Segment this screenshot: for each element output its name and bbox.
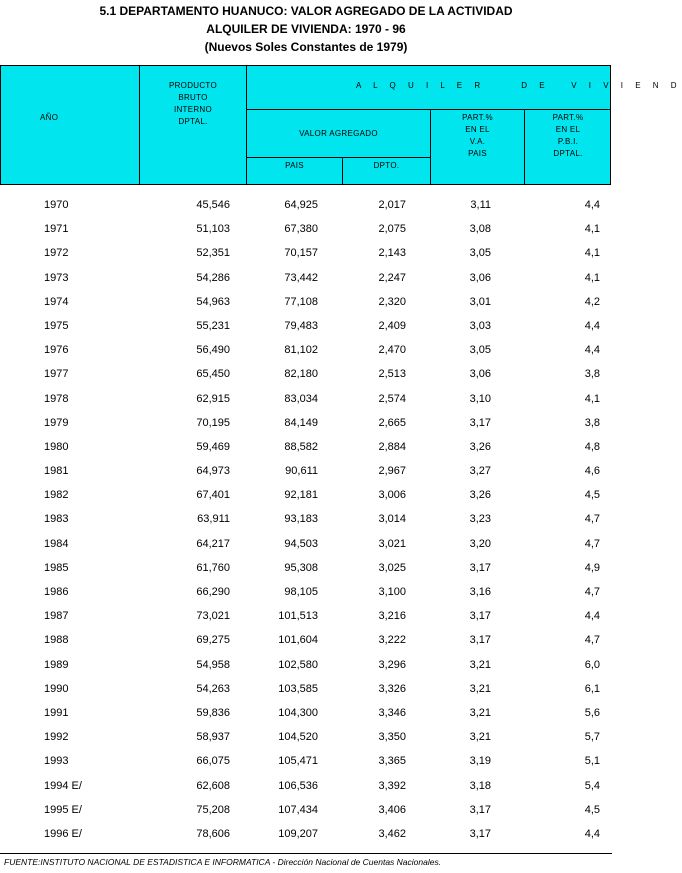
- part-pbi-cell: 4,1: [584, 271, 600, 284]
- year-cell: 1975: [44, 319, 69, 332]
- va-dpto-cell: 2,967: [378, 465, 406, 478]
- part-pbi-cell: 4,4: [584, 199, 600, 211]
- va-dpto-cell: 2,470: [378, 344, 406, 357]
- pbi-cell: 64,217: [196, 537, 230, 550]
- va-dpto-cell: 3,014: [378, 513, 406, 526]
- pbi-cell: 59,469: [196, 440, 230, 453]
- va-pais-cell: 101,604: [278, 634, 318, 647]
- table-row: [0, 557, 612, 581]
- va-dpto-cell: 3,406: [378, 803, 406, 816]
- va-pais-cell: 94,503: [284, 537, 318, 550]
- part-pbi-cell: 4,6: [584, 465, 600, 478]
- va-dpto-cell: 2,017: [378, 199, 406, 211]
- year-cell: 1971: [44, 223, 69, 236]
- va-pais-cell: 77,108: [284, 295, 318, 308]
- part-va-cell: 3,06: [469, 271, 491, 284]
- va-pais-cell: 79,483: [284, 319, 318, 332]
- year-cell: 1994 E/: [44, 779, 82, 792]
- part-va-cell: 3,21: [469, 658, 491, 671]
- year-cell: 1970: [44, 199, 69, 211]
- part-pbi-cell: 4,1: [584, 247, 600, 260]
- part-pbi-cell: 3,8: [584, 416, 600, 429]
- part-va-cell: 3,11: [470, 199, 491, 211]
- part-pbi-cell: 4,4: [584, 344, 600, 357]
- pbi-cell: 54,958: [196, 658, 230, 671]
- va-dpto-cell: 2,574: [378, 392, 406, 405]
- table-row: [0, 388, 612, 412]
- table-row: [0, 799, 612, 823]
- part-va-cell: 3,27: [469, 465, 491, 478]
- part-va-cell: 3,21: [469, 706, 491, 719]
- pbi-cell: 64,973: [196, 465, 230, 478]
- va-pais-cell: 67,380: [284, 223, 318, 236]
- pbi-cell: 62,915: [196, 392, 230, 405]
- part-va-cell: 3,23: [469, 513, 491, 526]
- table-row: [0, 581, 612, 605]
- part-va-cell: 3,06: [469, 368, 491, 381]
- part-pbi-cell: 4,4: [584, 319, 600, 332]
- pbi-cell: 59,836: [196, 706, 230, 719]
- va-dpto-cell: 3,216: [378, 610, 406, 623]
- table-row: [0, 629, 612, 653]
- table-row: [0, 436, 612, 460]
- table-row: [0, 605, 612, 629]
- year-cell: 1992: [44, 731, 69, 744]
- table-row: [0, 484, 612, 508]
- va-pais-cell: 88,582: [284, 440, 318, 453]
- part-va-cell: 3,08: [469, 223, 491, 236]
- header-pbi-line: DPTAL.: [178, 117, 208, 126]
- year-cell: 1989: [44, 658, 69, 671]
- table-body: [0, 194, 612, 847]
- part-pbi-cell: 4,1: [584, 392, 600, 405]
- pbi-cell: 65,450: [196, 368, 230, 381]
- year-cell: 1982: [44, 489, 69, 502]
- part-pbi-cell: 4,5: [584, 803, 600, 816]
- table-row: [0, 726, 612, 750]
- part-va-cell: 3,19: [469, 755, 491, 768]
- pbi-cell: 75,208: [196, 803, 230, 816]
- year-cell: 1976: [44, 344, 69, 357]
- va-dpto-cell: 2,247: [378, 271, 406, 284]
- part-pbi-cell: 4,1: [584, 223, 600, 236]
- year-cell: 1985: [44, 561, 69, 574]
- part-pbi-cell: 3,8: [584, 368, 600, 381]
- header-divider: [246, 109, 611, 110]
- part-va-cell: 3,17: [469, 803, 491, 816]
- header-part-pbi: [525, 112, 611, 160]
- pbi-cell: 63,911: [197, 513, 230, 526]
- table-row: [0, 823, 612, 847]
- year-cell: 1990: [44, 682, 69, 695]
- table-row: [0, 750, 612, 774]
- va-dpto-cell: 3,296: [378, 658, 406, 671]
- table-row: [0, 702, 612, 726]
- table-row: [0, 412, 612, 436]
- va-dpto-cell: 2,665: [378, 416, 406, 429]
- year-cell: 1995 E/: [44, 803, 82, 816]
- va-dpto-cell: 3,392: [378, 779, 406, 792]
- va-pais-cell: 70,157: [284, 247, 318, 260]
- va-pais-cell: 64,925: [284, 199, 318, 211]
- pbi-cell: 66,290: [196, 586, 230, 598]
- table-row: [0, 678, 612, 702]
- header-part-va: [431, 112, 524, 160]
- part-pbi-cell: 4,5: [584, 489, 600, 502]
- header-part-va-line: EN EL: [465, 125, 490, 134]
- va-pais-cell: 106,536: [278, 779, 318, 792]
- year-cell: 1996 E/: [44, 827, 82, 840]
- title-line-3: (Nuevos Soles Constantes de 1979): [204, 40, 408, 54]
- pbi-cell: 58,937: [196, 731, 230, 744]
- va-pais-cell: 109,207: [278, 827, 318, 840]
- va-pais-cell: 81,102: [284, 344, 318, 357]
- table-row: [0, 363, 612, 387]
- va-pais-cell: 103,585: [278, 682, 318, 695]
- header-part-va-line: PART.%: [462, 113, 493, 122]
- va-dpto-cell: 2,320: [378, 295, 406, 308]
- part-va-cell: 3,18: [469, 779, 491, 792]
- va-pais-cell: 98,105: [284, 586, 318, 598]
- pbi-cell: 52,351: [196, 247, 230, 260]
- va-dpto-cell: 3,021: [378, 537, 406, 550]
- table-row: [0, 291, 612, 315]
- va-pais-cell: 104,300: [278, 706, 318, 719]
- pbi-cell: 78,606: [196, 827, 230, 840]
- year-cell: 1993: [44, 755, 69, 768]
- va-pais-cell: 83,034: [284, 392, 318, 405]
- title-line-2: ALQUILER DE VIVIENDA: 1970 - 96: [206, 22, 406, 36]
- table-row: [0, 218, 612, 242]
- part-pbi-cell: 4,4: [584, 827, 600, 840]
- part-va-cell: 3,17: [469, 634, 491, 647]
- table-row: [0, 194, 612, 218]
- pbi-cell: 54,286: [196, 271, 230, 284]
- va-pais-cell: 90,611: [285, 465, 318, 478]
- year-cell: 1977: [44, 368, 69, 381]
- va-pais-cell: 107,434: [278, 803, 318, 816]
- va-dpto-cell: 3,346: [378, 706, 406, 719]
- part-pbi-cell: 4,9: [584, 561, 600, 574]
- part-pbi-cell: 4,7: [584, 513, 600, 526]
- part-pbi-cell: 4,8: [584, 440, 600, 453]
- va-pais-cell: 95,308: [284, 561, 318, 574]
- header-part-pbi-line: PART.%: [552, 113, 584, 122]
- header-pbi: [140, 80, 246, 128]
- part-pbi-cell: 5,7: [584, 731, 600, 744]
- part-pbi-cell: 4,7: [584, 634, 600, 647]
- table-row: [0, 460, 612, 484]
- title-line-1: 5.1 DEPARTAMENTO HUANUCO: VALOR AGREGADO DE LA ACTIVIDAD: [99, 4, 513, 18]
- header-part-pbi-line: DPTAL.: [553, 149, 583, 158]
- part-va-cell: 3,26: [469, 489, 491, 502]
- part-pbi-cell: 5,4: [584, 779, 600, 792]
- va-pais-cell: 84,149: [284, 416, 318, 429]
- year-cell: 1974: [44, 295, 69, 308]
- year-cell: 1986: [44, 586, 69, 598]
- header-part-pbi-line: EN EL: [555, 125, 581, 134]
- table-row: [0, 508, 612, 532]
- year-cell: 1973: [44, 271, 69, 284]
- table-row: [0, 654, 612, 678]
- pbi-cell: 61,760: [196, 561, 230, 574]
- header-group: A L Q U I L E R D E V I V I E N D: [356, 81, 682, 90]
- header-pbi-line: BRUTO: [178, 93, 208, 102]
- header-part-pbi-line: P.B.I.: [557, 137, 579, 146]
- pbi-cell: 73,021: [196, 610, 230, 623]
- header-dpto: DPTO.: [373, 161, 400, 170]
- table-row: [0, 267, 612, 291]
- va-dpto-cell: 2,075: [378, 223, 406, 236]
- footer-divider: [0, 853, 612, 854]
- pbi-cell: 69,275: [196, 634, 230, 647]
- year-cell: 1983: [44, 513, 69, 526]
- header-year: AÑO: [40, 113, 59, 122]
- va-pais-cell: 73,442: [284, 271, 318, 284]
- part-pbi-cell: 6,1: [584, 682, 600, 695]
- pbi-cell: 55,231: [196, 319, 230, 332]
- part-va-cell: 3,21: [469, 682, 491, 695]
- header-valor-agregado: VALOR AGREGADO: [299, 129, 378, 138]
- pbi-cell: 70,195: [196, 416, 230, 429]
- part-va-cell: 3,26: [469, 440, 491, 453]
- part-va-cell: 3,17: [469, 610, 491, 623]
- part-va-cell: 3,17: [469, 827, 491, 840]
- pbi-cell: 62,608: [196, 779, 230, 792]
- va-pais-cell: 82,180: [284, 368, 318, 381]
- table-row: [0, 533, 612, 557]
- part-pbi-cell: 5,1: [584, 755, 600, 768]
- table-row: [0, 242, 612, 266]
- part-va-cell: 3,17: [469, 416, 491, 429]
- va-dpto-cell: 3,100: [378, 586, 406, 598]
- year-cell: 1978: [44, 392, 69, 405]
- table-row: [0, 315, 612, 339]
- part-va-cell: 3,17: [469, 561, 491, 574]
- pbi-cell: 45,546: [196, 199, 230, 211]
- year-cell: 1979: [44, 416, 69, 429]
- va-pais-cell: 102,580: [278, 658, 318, 671]
- va-dpto-cell: 2,513: [378, 368, 406, 381]
- year-cell: 1980: [44, 440, 69, 453]
- part-pbi-cell: 4,7: [584, 537, 600, 550]
- pbi-cell: 54,263: [196, 682, 230, 695]
- va-dpto-cell: 3,365: [378, 755, 406, 768]
- year-cell: 1981: [44, 465, 69, 478]
- part-va-cell: 3,21: [469, 731, 491, 744]
- va-dpto-cell: 3,025: [378, 561, 406, 574]
- header-pbi-line: PRODUCTO: [168, 81, 218, 90]
- va-pais-cell: 93,183: [284, 513, 318, 526]
- part-pbi-cell: 5,6: [584, 706, 600, 719]
- part-pbi-cell: 4,4: [584, 610, 600, 623]
- header-part-va-line: V.A.: [469, 137, 486, 146]
- pbi-cell: 51,103: [196, 223, 230, 236]
- year-cell: 1988: [44, 634, 69, 647]
- va-dpto-cell: 2,409: [378, 319, 406, 332]
- part-pbi-cell: 4,7: [584, 586, 600, 598]
- part-va-cell: 3,03: [469, 319, 491, 332]
- va-dpto-cell: 2,143: [378, 247, 406, 260]
- part-va-cell: 3,05: [469, 344, 491, 357]
- header-divider: [246, 157, 431, 158]
- va-dpto-cell: 3,462: [378, 827, 406, 840]
- part-pbi-cell: 4,2: [584, 295, 600, 308]
- part-va-cell: 3,16: [469, 586, 491, 598]
- part-va-cell: 3,01: [469, 295, 491, 308]
- va-dpto-cell: 3,222: [378, 634, 406, 647]
- va-dpto-cell: 3,350: [378, 731, 406, 744]
- va-pais-cell: 105,471: [278, 755, 318, 768]
- source-note: FUENTE:INSTITUTO NACIONAL DE ESTADISTICA E INFORMATICA - Dirección Nacional de Cuentas Nacionales.: [4, 857, 442, 867]
- table-row: [0, 775, 612, 799]
- table-row: [0, 339, 612, 363]
- va-dpto-cell: 3,006: [378, 489, 406, 502]
- pbi-cell: 66,075: [196, 755, 230, 768]
- header-part-va-line: PAIS: [468, 149, 487, 158]
- year-cell: 1972: [44, 247, 69, 260]
- part-va-cell: 3,20: [469, 537, 491, 550]
- va-pais-cell: 104,520: [278, 731, 318, 744]
- va-dpto-cell: 3,326: [378, 682, 406, 695]
- pbi-cell: 54,963: [196, 295, 230, 308]
- year-cell: 1991: [44, 706, 69, 719]
- header-pbi-line: INTERNO: [173, 105, 213, 114]
- va-dpto-cell: 2,884: [378, 440, 406, 453]
- pbi-cell: 56,490: [196, 344, 230, 357]
- va-pais-cell: 92,181: [284, 489, 318, 502]
- part-va-cell: 3,10: [469, 392, 491, 405]
- year-cell: 1987: [44, 610, 69, 623]
- header-pais: PAIS: [285, 161, 304, 170]
- va-pais-cell: 101,513: [278, 610, 318, 623]
- pbi-cell: 67,401: [196, 489, 230, 502]
- part-pbi-cell: 6,0: [584, 658, 600, 671]
- part-va-cell: 3,05: [469, 247, 491, 260]
- year-cell: 1984: [44, 537, 69, 550]
